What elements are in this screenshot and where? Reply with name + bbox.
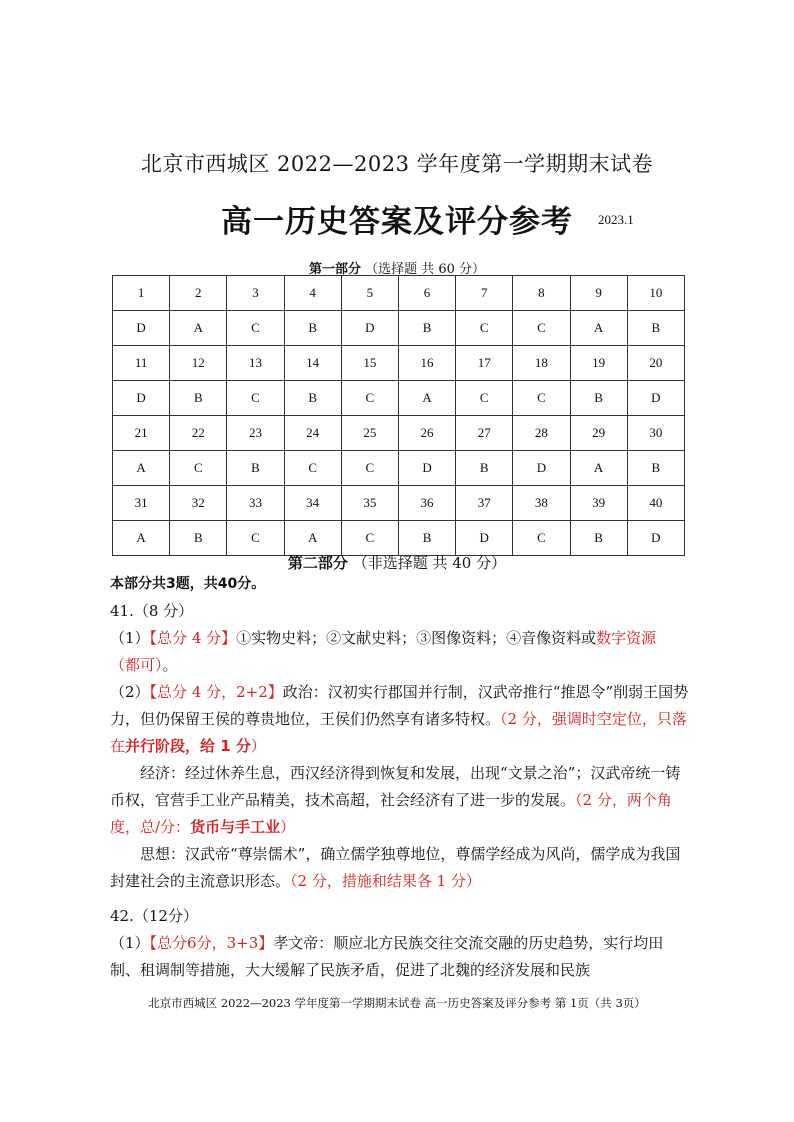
question-number-row bbox=[113, 346, 685, 381]
answer-cell: C bbox=[170, 451, 227, 486]
answer-row bbox=[113, 451, 685, 486]
q42-heading: 42.（12分） bbox=[110, 907, 198, 925]
answer-cell: C bbox=[456, 381, 513, 416]
exam-title: 北京市西城区 2022—2023 学年度第一学期期末试卷 bbox=[140, 152, 654, 176]
q41-econ-note-bold: 货币与手工业 bbox=[190, 818, 281, 836]
question-number-cell: 29 bbox=[570, 416, 627, 451]
question-number-cell: 17 bbox=[456, 346, 513, 381]
question-number-cell: 26 bbox=[398, 416, 455, 451]
question-number-cell: 3 bbox=[227, 276, 284, 311]
part2-intro: 本部分共3题，共40分。 bbox=[110, 576, 266, 592]
answer-cell: B bbox=[627, 311, 684, 346]
question-number-cell: 11 bbox=[113, 346, 170, 381]
answer-cell: A bbox=[113, 451, 170, 486]
part1-title: 第一部分 bbox=[308, 262, 361, 277]
question-number-cell: 34 bbox=[284, 486, 341, 521]
answer-cell: C bbox=[341, 451, 398, 486]
q41-thought-note: （2 分，措施和结果各 1 分） bbox=[290, 872, 481, 890]
answer-cell: C bbox=[513, 521, 570, 556]
q41-p1-score: 【总分 4 分】 bbox=[149, 629, 237, 647]
answer-cell: A bbox=[570, 311, 627, 346]
question-number-row bbox=[113, 276, 685, 311]
q41-p2-text: 政治：汉初实行郡国并行制，汉武帝推行“推恩令”削弱王国势力，但仍保留王侯的尊贵地位，王侯们仍然享有诸多特权。 bbox=[110, 683, 689, 728]
answer-cell: B bbox=[398, 521, 455, 556]
answer-cell: B bbox=[456, 451, 513, 486]
part2-content bbox=[110, 571, 690, 984]
question-number-cell: 37 bbox=[456, 486, 513, 521]
answer-cell: B bbox=[398, 311, 455, 346]
part2-title: 第二部分 bbox=[287, 554, 348, 572]
answer-row bbox=[113, 311, 685, 346]
part1-subtitle: （选择题 共 60 分） bbox=[365, 262, 486, 277]
question-number-cell: 4 bbox=[284, 276, 341, 311]
q41-part1 bbox=[110, 625, 690, 679]
q41-p2-note-bold2: 给 1 分 bbox=[200, 737, 251, 755]
answer-cell: D bbox=[398, 451, 455, 486]
q41-p1-text: ①实物史料；②文献史料；③图像资料；④音像资料或 bbox=[236, 629, 597, 647]
q42-p1-score: 【总分6分，3+3】 bbox=[149, 934, 274, 952]
q41-p2-note-end: ） bbox=[250, 737, 266, 755]
answer-cell: B bbox=[170, 381, 227, 416]
question-number-cell: 14 bbox=[284, 346, 341, 381]
part2-heading bbox=[0, 552, 794, 573]
q42-p1-num: （1） bbox=[110, 934, 150, 952]
q41-econ-note-end: ） bbox=[280, 818, 296, 836]
q41-economy bbox=[110, 760, 690, 841]
question-number-cell: 22 bbox=[170, 416, 227, 451]
question-number-cell: 6 bbox=[398, 276, 455, 311]
question-number-cell: 33 bbox=[227, 486, 284, 521]
answer-cell: A bbox=[113, 521, 170, 556]
answer-cell: C bbox=[513, 311, 570, 346]
question-number-cell: 18 bbox=[513, 346, 570, 381]
answer-cell: B bbox=[170, 521, 227, 556]
answer-cell: B bbox=[284, 311, 341, 346]
answer-cell: C bbox=[513, 381, 570, 416]
answer-cell: C bbox=[284, 451, 341, 486]
question-number-cell: 38 bbox=[513, 486, 570, 521]
answer-cell: C bbox=[341, 521, 398, 556]
answer-cell: B bbox=[227, 451, 284, 486]
answer-cell: A bbox=[398, 381, 455, 416]
question-number-cell: 9 bbox=[570, 276, 627, 311]
question-number-cell: 24 bbox=[284, 416, 341, 451]
q41-p2-note-a: （2 分，强调时空定位，只落在 bbox=[110, 710, 687, 755]
answer-cell: D bbox=[627, 521, 684, 556]
question-number-cell: 15 bbox=[341, 346, 398, 381]
q41-thought bbox=[110, 841, 690, 895]
q41-p2-note-bold: 并行阶段， bbox=[125, 737, 201, 755]
question-number-cell: 5 bbox=[341, 276, 398, 311]
q42-p1-text: 孝文帝：顺应北方民族交往交流交融的历史趋势，实行均田制、租调制等措施，大大缓解了民族矛盾，促进了北魏的经济发展和民族 bbox=[110, 934, 664, 979]
answer-cell: A bbox=[284, 521, 341, 556]
question-number-row bbox=[113, 416, 685, 451]
question-number-cell: 19 bbox=[570, 346, 627, 381]
question-number-cell: 8 bbox=[513, 276, 570, 311]
question-number-cell: 2 bbox=[170, 276, 227, 311]
question-number-cell: 36 bbox=[398, 486, 455, 521]
question-number-cell: 28 bbox=[513, 416, 570, 451]
question-number-cell: 10 bbox=[627, 276, 684, 311]
question-number-cell: 32 bbox=[170, 486, 227, 521]
question-number-cell: 16 bbox=[398, 346, 455, 381]
q41-p1-num: （1） bbox=[110, 629, 150, 647]
q41-p1-red: 数字资源（都可） bbox=[110, 629, 657, 674]
answer-cell: C bbox=[456, 311, 513, 346]
question-number-cell: 31 bbox=[113, 486, 170, 521]
answer-cell: D bbox=[627, 381, 684, 416]
answer-cell: C bbox=[227, 521, 284, 556]
answer-cell: C bbox=[227, 381, 284, 416]
q42-part1 bbox=[110, 930, 690, 984]
answer-cell: B bbox=[570, 381, 627, 416]
question-number-row bbox=[113, 486, 685, 521]
question-number-cell: 12 bbox=[170, 346, 227, 381]
answer-row bbox=[113, 381, 685, 416]
q41-p2-num: （2） bbox=[110, 683, 150, 701]
answer-cell: D bbox=[113, 311, 170, 346]
question-number-cell: 27 bbox=[456, 416, 513, 451]
question-number-cell: 35 bbox=[341, 486, 398, 521]
q41-heading: 41.（8 分） bbox=[110, 602, 194, 620]
exam-date: 2023.1 bbox=[598, 212, 634, 227]
question-number-cell: 40 bbox=[627, 486, 684, 521]
answer-table bbox=[112, 275, 685, 556]
answer-cell: A bbox=[570, 451, 627, 486]
q41-econ-text: 经济：经过休养生息，西汉经济得到恢复和发展，出现“文景之治”；汉武帝统一铸币权，官营手工业产品精美，技术高超，社会经济有了进一步的发展。 bbox=[110, 764, 681, 809]
answer-cell: B bbox=[627, 451, 684, 486]
answer-cell: C bbox=[227, 311, 284, 346]
page-footer: 北京市西城区 2022—2023 学年度第一学期期末试卷 高一历史答案及评分参考 第 1页（共 3页） bbox=[148, 996, 646, 1010]
q41-p1-end: 。 bbox=[162, 656, 178, 674]
question-number-cell: 39 bbox=[570, 486, 627, 521]
answer-cell: D bbox=[113, 381, 170, 416]
question-number-cell: 23 bbox=[227, 416, 284, 451]
q41-thought-text: 思想：汉武帝“尊崇儒术”，确立儒学独尊地位，尊儒学经成为风尚，儒学成为我国封建社会的主流意识形态。 bbox=[110, 845, 681, 890]
question-number-cell: 20 bbox=[627, 346, 684, 381]
question-number-cell: 1 bbox=[113, 276, 170, 311]
answer-cell: B bbox=[570, 521, 627, 556]
question-number-cell: 21 bbox=[113, 416, 170, 451]
question-number-cell: 7 bbox=[456, 276, 513, 311]
answer-cell: B bbox=[284, 381, 341, 416]
answer-cell: D bbox=[513, 451, 570, 486]
q41-p2-score: 【总分 4 分，2+2】 bbox=[149, 683, 283, 701]
page-title: 高一历史答案及评分参考 bbox=[221, 204, 573, 240]
q41-part2 bbox=[110, 679, 690, 760]
answer-cell: C bbox=[341, 381, 398, 416]
part2-subtitle: （非选择题 共 40 分） bbox=[352, 554, 507, 572]
q41-econ-note-a: （2 分，两个角度，总/分： bbox=[110, 791, 672, 836]
question-number-cell: 13 bbox=[227, 346, 284, 381]
answer-cell: D bbox=[456, 521, 513, 556]
answer-row bbox=[113, 521, 685, 556]
answer-cell: A bbox=[170, 311, 227, 346]
answer-cell: D bbox=[341, 311, 398, 346]
question-number-cell: 30 bbox=[627, 416, 684, 451]
question-number-cell: 25 bbox=[341, 416, 398, 451]
